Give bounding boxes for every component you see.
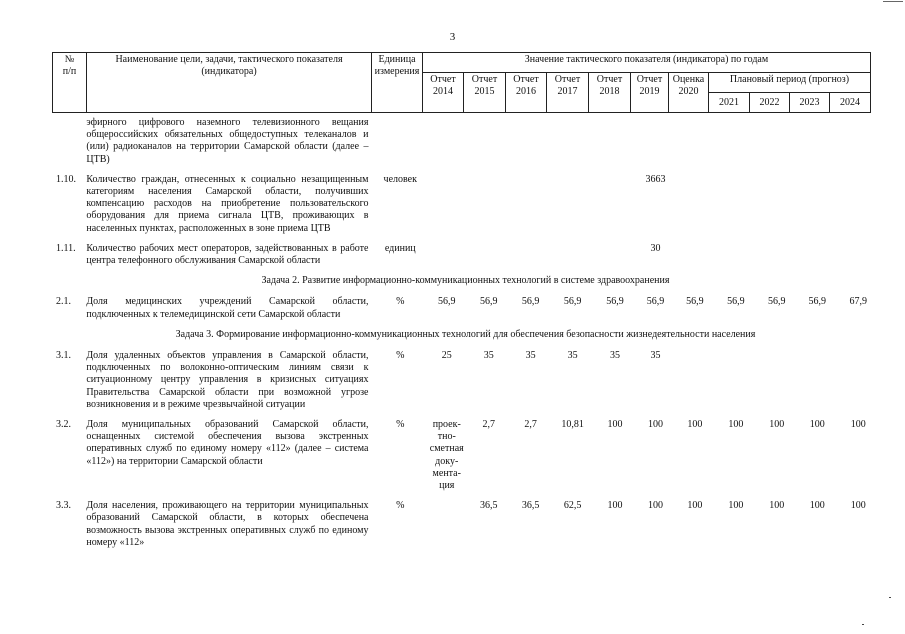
row-number: 1.11. (56, 242, 76, 254)
value-cell: 100 (687, 419, 703, 431)
value-cell (426, 243, 467, 267)
value-cell: проек- тно- сметная доку- мента- ция (429, 419, 464, 492)
header-year-2017: Отчет 2017 (547, 73, 589, 113)
value-cell (797, 243, 837, 267)
table-body (52, 117, 879, 549)
header-year-2019: Отчет 2019 (631, 73, 669, 113)
value-cell: 100 (647, 419, 663, 431)
value-cell: 100 (769, 419, 785, 431)
value-cell (757, 350, 797, 411)
row-unit: % (396, 296, 405, 308)
value-cell (510, 243, 551, 267)
value-cell (675, 243, 715, 267)
row-unit: % (396, 350, 405, 362)
value-cell: 56,9 (479, 296, 498, 308)
table-row (52, 500, 879, 549)
header-plan-2024: 2024 (830, 93, 871, 113)
table-header (52, 52, 871, 113)
row-unit: % (396, 500, 405, 512)
value-cell: 56,9 (563, 296, 582, 308)
header-year-2015: Отчет 2015 (464, 73, 506, 113)
value-cell (675, 174, 715, 235)
row-name: Количество граждан, отнесенных к социально незащищенным категориям населения Самарской области, получивших компенсацию расходов на приобретение пользовательского оборудования для приема сигнала ЦТВ, проживающих в населенных пунктах, расположенных в зоне приема ЦТВ (86, 173, 369, 234)
header-plan-period: Плановый период (прогноз) (709, 73, 871, 93)
value-cell: 56,9 (646, 296, 665, 308)
scan-speck (889, 597, 891, 598)
value-cell: 35 (567, 350, 578, 362)
row-number: 3.1. (56, 350, 71, 362)
header-year-2020: Оценка 2020 (669, 73, 709, 113)
header-year-2014: Отчет 2014 (423, 73, 464, 113)
row-number: 1.10. (56, 173, 76, 185)
value-cell (757, 174, 797, 235)
value-cell: 100 (607, 419, 623, 431)
value-cell: 36,5 (521, 500, 540, 512)
task-3-title: Задача 3. Формирование информационно-коммуникационных технологий для обеспечения безопасности жизнедеятельности населения (175, 328, 756, 340)
value-cell: 100 (687, 500, 703, 512)
value-cell: 56,9 (808, 296, 826, 308)
table-row (52, 419, 879, 492)
table-row (52, 296, 879, 320)
row-name: Доля медицинских учреждений Самарской области, подключенных к телемедицинской сети Самарской области (86, 296, 369, 320)
table-row (52, 350, 879, 411)
value-cell (551, 243, 593, 267)
header-plan-2023: 2023 (790, 93, 830, 113)
value-cell (715, 174, 756, 235)
value-cell (837, 174, 879, 235)
table-row (52, 243, 879, 267)
value-cell: 100 (728, 500, 744, 512)
task-heading (52, 321, 879, 350)
row-unit: единиц (384, 242, 416, 254)
value-cell: 56,9 (606, 296, 624, 308)
header-year-2018: Отчет 2018 (589, 73, 631, 113)
header-col-values: Значение тактического показателя (индикатора) по годам (423, 53, 871, 73)
value-cell (715, 350, 756, 411)
value-cell: 35 (525, 350, 536, 362)
value-cell (551, 174, 593, 235)
task-heading (52, 267, 879, 296)
value-cell: 35 (610, 350, 621, 362)
row-name: Доля населения, проживающего на территории муниципальных образований Самарской области, в которых обеспечена возможность вызова экстренных оперативных служб по единому номеру «112» (86, 500, 369, 548)
value-cell: 56,9 (521, 296, 540, 308)
header-plan-2022: 2022 (750, 93, 790, 113)
page-number: 3 (449, 31, 456, 43)
scan-edge-mark (883, 1, 903, 2)
value-cell: 100 (850, 500, 866, 512)
header-col-name: Наименование цели, задачи, тактического показателя (индикатора) (87, 53, 372, 113)
value-cell: 62,5 (563, 500, 582, 512)
value-cell: 36,5 (479, 500, 498, 512)
value-cell: 3663 (645, 173, 666, 185)
value-cell: 100 (809, 419, 825, 431)
value-cell (426, 500, 467, 549)
value-cell (837, 243, 879, 267)
value-cell: 100 (850, 419, 866, 431)
value-cell: 67,9 (849, 296, 867, 308)
value-cell: 100 (647, 500, 663, 512)
header-year-2016: Отчет 2016 (506, 73, 547, 113)
value-cell (837, 350, 879, 411)
value-cell (426, 174, 467, 235)
value-cell (467, 174, 509, 235)
table-row (52, 117, 879, 166)
row-unit: человек (383, 173, 417, 185)
value-cell: 2,7 (524, 419, 537, 431)
value-cell (594, 174, 636, 235)
value-cell: 56,9 (438, 296, 456, 308)
header-col-unit: Единица измерения (372, 53, 423, 113)
value-cell: 30 (650, 242, 661, 254)
value-cell: 10,81 (561, 419, 584, 431)
value-cell: 2,7 (482, 419, 495, 431)
continuation-text: эфирного цифрового наземного телевизионного вещания общероссийских обязательных общедоступных телеканалов и (или) радиоканалов на территории Самарской области (далее – ЦТВ) (86, 117, 369, 165)
row-unit: % (396, 419, 405, 431)
task-2-title: Задача 2. Развитие информационно-коммуникационных технологий в системе здравоохранения (261, 275, 670, 287)
value-cell: 35 (483, 350, 494, 362)
value-cell (510, 174, 551, 235)
row-number: 3.2. (56, 419, 71, 431)
value-cell (467, 243, 509, 267)
row-number: 3.3. (56, 500, 71, 512)
value-cell (757, 243, 797, 267)
scan-speck (862, 624, 864, 625)
value-cell: 100 (728, 419, 744, 431)
value-cell: 100 (607, 500, 623, 512)
row-name: Доля муниципальных образований Самарской области, оснащенных системой обеспечения вызова экстренных оперативных служб по единому номеру «112» (далее – система «112») на территории Самарской области (86, 419, 369, 467)
row-name: Количество рабочих мест операторов, задействованных в работе центра телефонного обслуживания Самарской области (86, 242, 369, 267)
row-name: Доля удаленных объектов управления в Самарской области, подключенных по волоконно-оптическим линиям связи к ситуационному центру управления в кризисных ситуациях Правительства Самарской области при возможной угрозе возникновения и в режиме чрезвычайной ситуации (86, 350, 369, 410)
value-cell: 100 (769, 500, 785, 512)
row-number: 2.1. (56, 296, 71, 308)
value-cell (594, 243, 636, 267)
value-cell (715, 243, 756, 267)
header-col-num: № п/п (53, 53, 87, 113)
value-cell (797, 174, 837, 235)
value-cell (675, 350, 715, 411)
value-cell (797, 350, 837, 411)
value-cell: 35 (650, 350, 661, 362)
header-plan-2021: 2021 (709, 93, 750, 113)
value-cell: 25 (441, 350, 452, 362)
value-cell: 56,9 (768, 296, 786, 308)
table-row (52, 174, 879, 235)
value-cell: 100 (809, 500, 825, 512)
value-cell: 56,9 (727, 296, 745, 308)
value-cell: 56,9 (686, 296, 704, 308)
